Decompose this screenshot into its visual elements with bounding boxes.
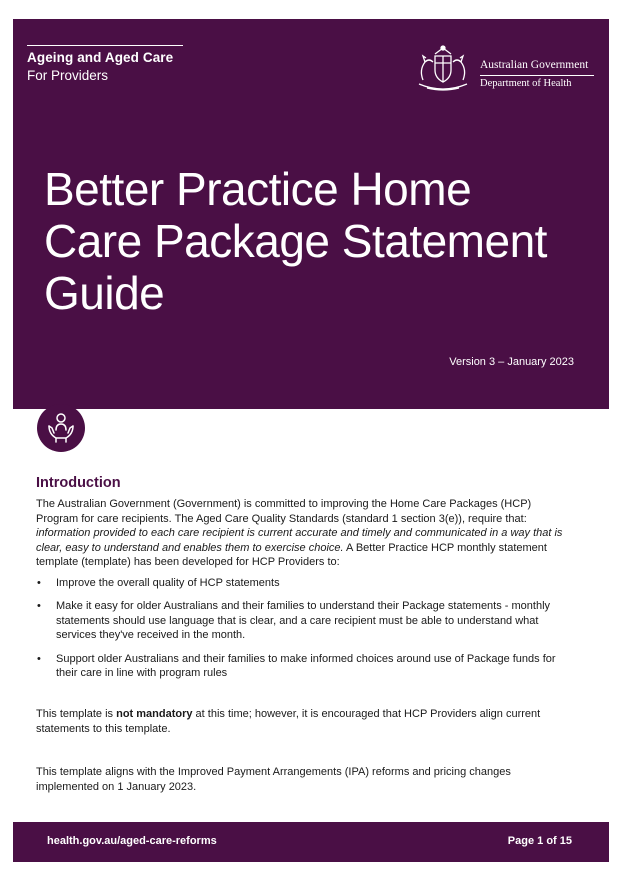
ipa-note: This template aligns with the Improved Payment Arrangements (IPA) reforms and pricing changes implemented on 1 January 2023.: [36, 766, 511, 793]
intro-text-end: A Better Practice HCP monthly statement template (template) has been developed for HCP Providers to:: [36, 541, 547, 568]
coat-of-arms-icon: [413, 44, 473, 92]
introduction-paragraph: [36, 497, 576, 570]
document-title: Better Practice Home Care Package Statement Guide: [44, 163, 547, 319]
government-divider: [480, 75, 594, 76]
list-item-text: Improve the overall quality of HCP statements: [56, 576, 280, 589]
bullet-icon: •: [37, 576, 41, 589]
intro-text-start: The Australian Government (Government) is committed to improving the Home Care Packages (HCP) Program for care recipients. The Aged Care Quality Standards (standard 1 section 3(e)), require that:: [36, 498, 532, 525]
mandatory-note-emphasis: not mandatory: [116, 708, 193, 720]
introduction-section: [36, 474, 576, 690]
introduction-heading: Introduction: [36, 475, 121, 491]
bullet-icon: •: [37, 600, 41, 612]
brand-name: Ageing and Aged Care: [27, 50, 174, 65]
document-version: Version 3 – January 2023: [449, 356, 574, 368]
intro-text-quote: information provided to each care recipient is current accurate and timely and communicated in a way that is clear, easy to understand and enables them to exercise choice.: [36, 527, 563, 554]
brand-tagline: For Providers: [27, 68, 109, 83]
mandatory-note: [36, 707, 576, 736]
goals-list: [36, 576, 576, 681]
list-item: [36, 599, 576, 643]
list-item-text: Support older Australians and their families to make informed choices around use of Package funds for their care in line with program rules: [56, 652, 556, 679]
brand-divider: [27, 45, 183, 46]
mandatory-note-start: This template is: [36, 708, 117, 720]
mandatory-note-end: at this time; however, it is encouraged that HCP Providers align current statements to this template.: [36, 708, 541, 735]
list-item-text: Make it easy for older Australians and their families to understand their Package statements - monthly statements should use language that is clear, and a care recipient must be able to understand what services they've received in the month.: [56, 600, 551, 641]
page-footer: [13, 822, 609, 862]
page-number: Page 1 of 15: [507, 835, 572, 847]
footer-website-link[interactable]: health.gov.au/aged-care-reforms: [47, 835, 217, 847]
bullet-icon: •: [37, 652, 41, 665]
list-item: [36, 652, 576, 681]
government-name: Australian Government: [480, 59, 589, 71]
hands-holding-person-icon: [46, 412, 76, 444]
list-item: [36, 576, 576, 591]
care-badge: [37, 404, 85, 452]
department-name: Department of Health: [480, 78, 572, 89]
